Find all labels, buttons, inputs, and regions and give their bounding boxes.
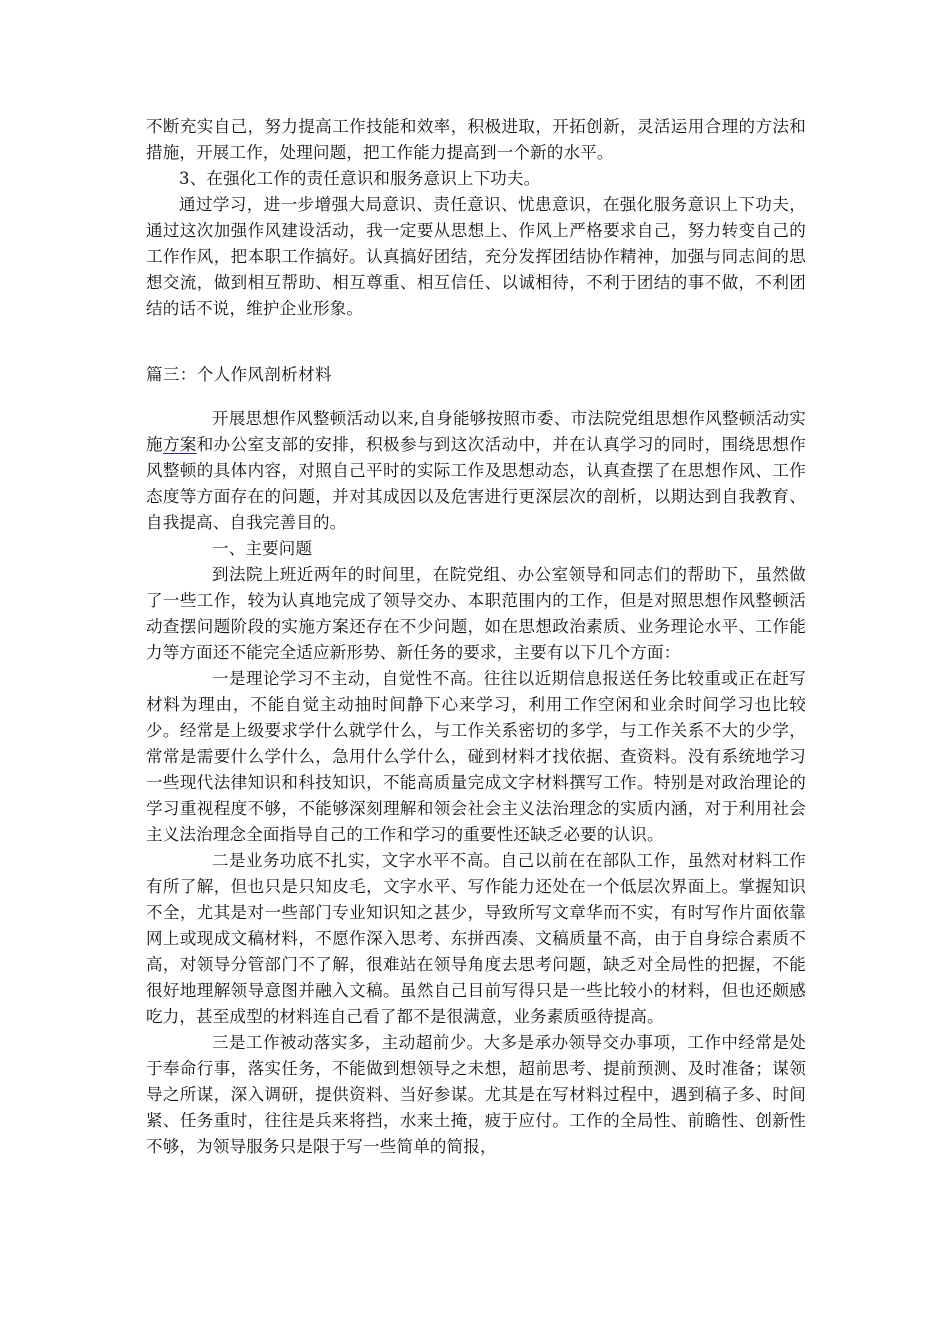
section-three-body xyxy=(146,406,806,1160)
paragraph-issue-3: 三是工作被动落实多，主动超前少。大多是承办领导交办事项，工作中经常是处于奉命行事，落实任务，不能做到想领导之未想，超前思考、提前预测、及时准备；谋领导之所谋，深入调研，提供资料、当好参谋。尤其是在写材料过程中，遇到稿子多、时间紧、任务重时，往往是兵来将挡，水来土掩，疲于应付。工作的全局性、前瞻性、创新性不够，为领导服务只是限于写一些简单的简报， xyxy=(146,1033,806,1156)
plan-link[interactable]: 方案 xyxy=(162,435,197,454)
paragraph-service-awareness: 通过学习，进一步增强大局意识、责任意识、忧患意识，在强化服务意识上下功夫，通过这次加强作风建设活动，我一定要从思想上、作风上严格要求自己，努力转变自己的工作作风，把本职工作搞好。认真搞好团结，充分发挥团结协作精神，加强与同志间的思想交流，做到相互帮助、相互尊重、相互信任、以诚相待，不利于团结的事不做，不利团结的话不说，维护企业形象。 xyxy=(146,195,806,318)
paragraph-intro xyxy=(146,406,806,536)
item-3-heading: 3、在强化工作的责任意识和服务意识上下功夫。 xyxy=(179,169,541,188)
paragraph-issue-1: 一是理论学习不主动，自觉性不高。往往以近期信息报送任务比较重或正在赶写材料为理由，不能自觉主动抽时间静下心来学习，利用工作空闲和业余时间学习也比较少。经常是上级要求学什么就学什么，与工作关系密切的多学，与工作关系不大的少学，常常是需要什么学什么，急用什么学什么，碰到材料才找依据、查资料。没有系统地学习一些现代法律知识和科技知识，不能高质量完成文字材料撰写工作。特别是对政治理论的学习重视程度不够，不能够深刻理解和领会社会主义法治理念的实质内涵，对于利用社会主义法治理念全面指导自己的工作和学习的重要性还缺乏必要的认识。 xyxy=(146,669,806,844)
paragraph-issue-2: 二是业务功底不扎实，文字水平不高。自己以前在在部队工作，虽然对材料工作有所了解，但也只是只知皮毛，文字水平、写作能力还处在一个低层次界面上。掌握知识不全，尤其是对一些部门专业知识知之甚少，导致所写文章华而不实，有时写作片面依靠网上或现成文稿材料，不愿作深入思考、东拼西凑、文稿质量不高，由于自身综合素质不高，对领导分管部门不了解，很难站在领导角度去思考问题，缺乏对全局性的把握，不能很好地理解领导意图并融入文稿。虽然自己目前写得只是一些比较小的材料，但也还颇感吃力，甚至成型的材料连自己看了都不是很满意，业务素质亟待提高。 xyxy=(146,851,806,1026)
previous-section-tail xyxy=(146,114,806,322)
paragraph-overview: 到法院上班近两年的时间里，在院党组、办公室领导和同志们的帮助下，虽然做了一些工作，较为认真地完成了领导交办、本职范围内的工作，但是对照思想作风整顿活动查摆问题阶段的实施方案还存在不少问题，如在思想政治素质、业务理论水平、工作能力等方面还不能完全适应新形势、新任务的要求，主要有以下几个方面： xyxy=(146,565,806,662)
intro-text-before-link: 开展思想作风整顿活动以来,自身能够按照市委、市法院党组思想作风整顿活动实施 xyxy=(146,409,806,454)
heading-main-issues: 一、主要问题 xyxy=(212,539,313,558)
section-three xyxy=(146,362,806,388)
intro-text-after-link: 和办公室支部的安排，积极参与到这次活动中，并在认真学习的同时，围绕思想作风整顿的具体内容，对照自己平时的实际工作及思想动态，认真查摆了在思想作风、工作态度等方面存在的问题，并对其成因以及危害进行更深层次的剖析，以期达到自我教育、自我提高、自我完善目的。 xyxy=(146,435,806,532)
section-three-title: 篇三：个人作风剖析材料 xyxy=(146,365,332,384)
paragraph-work-ability: 不断充实自己，努力提高工作技能和效率，积极进取，开拓创新，灵活运用合理的方法和措施，开展工作，处理问题，把工作能力提高到一个新的水平。 xyxy=(146,117,806,162)
